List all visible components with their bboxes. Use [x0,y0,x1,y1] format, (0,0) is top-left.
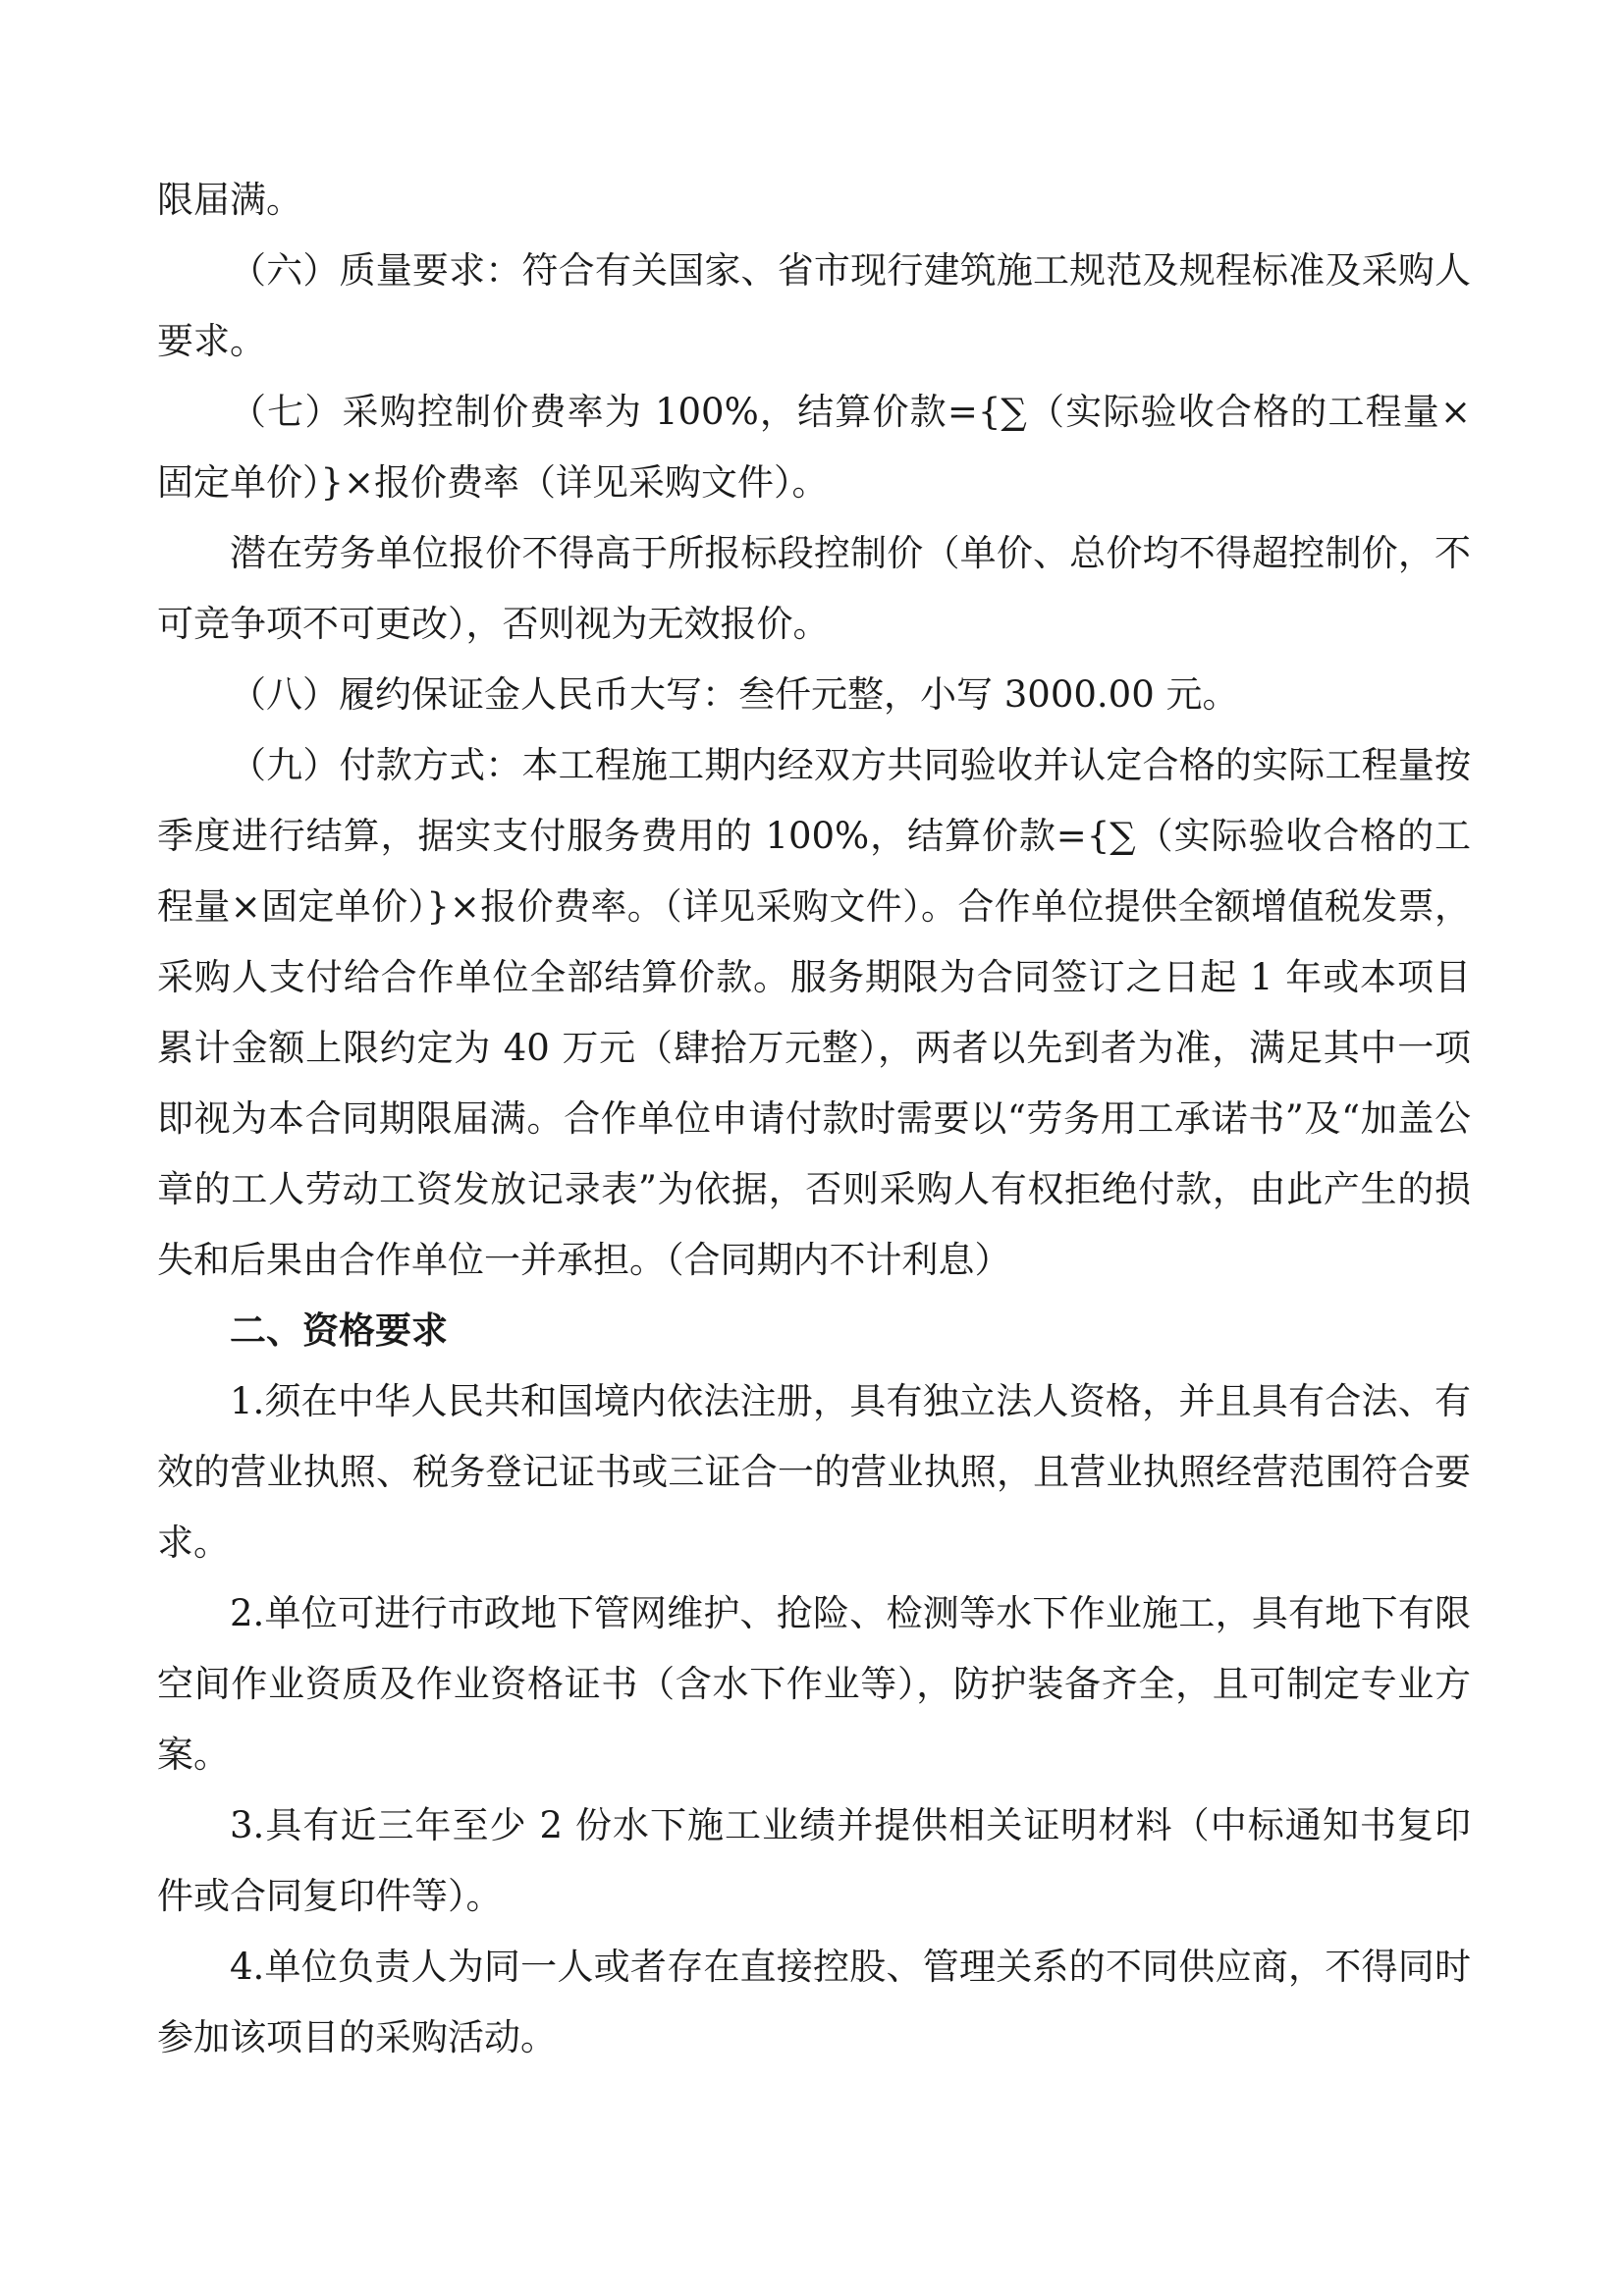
paragraph-qualification-1: 1.须在中华人民共和国境内依法注册，具有独立法人资格，并且具有合法、有效的营业执照、税务登记证书或三证合一的营业执照，且营业执照经营范围符合要求。 [157,1380,1471,1564]
paragraph-qualification-4: 4.单位负责人为同一人或者存在直接控股、管理关系的不同供应商，不得同时参加该项目的采购活动。 [157,1946,1471,2058]
paragraph-qualification-2: 2.单位可进行市政地下管网维护、抢险、检测等水下作业施工，具有地下有限空间作业资质及作业资格证书（含水下作业等），防护装备齐全，且可制定专业方案。 [157,1592,1471,1776]
paragraph-control-price-rate: （七）采购控制价费率为 100%，结算价款={∑（实际验收合格的工程量×固定单价）}×报价费率（详见采购文件）。 [157,391,1471,504]
paragraph-performance-bond: （八）履约保证金人民币大写：叁仟元整，小写 3000.00 元。 [230,673,1239,716]
paragraph-quality-requirement: （六）质量要求：符合有关国家、省市现行建筑施工规范及规程标准及采购人要求。 [157,249,1471,362]
paragraph-payment-method: （九）付款方式：本工程施工期内经双方共同验收并认定合格的实际工程量按季度进行结算，据实支付服务费用的 100%，结算价款={∑（实际验收合格的工程量×固定单价）}×报价费率。（详见采购文件）。合作单位提供全额增值税发票，采购人支付给合作单位全部结算价款。服务期限为合同签订之日起 1 年或本项目累计金额上限约定为 40 万元（肆拾万元整），两者以先到者为准，满足其中一项即视为本合同期限届满。合作单位申请付款时需要以“劳务用工承诺书”及“加盖公章的工人劳动工资发放记录表”为依据，否则采购人有权拒绝付款，由此产生的损失和后果由合作单位一并承担。（合同期内不计利息） [157,744,1471,1281]
paragraph-quote-limit: 潜在劳务单位报价不得高于所报标段控制价（单价、总价均不得超控制价，不可竞争项不可更改），否则视为无效报价。 [157,532,1471,645]
document-page [157,0,1471,2296]
section-heading-qualifications: 二、资格要求 [230,1309,448,1352]
paragraph-continuation: 限届满。 [157,179,302,221]
paragraph-qualification-3: 3.具有近三年至少 2 份水下施工业绩并提供相关证明材料（中标通知书复印件或合同复印件等）。 [157,1804,1471,1917]
